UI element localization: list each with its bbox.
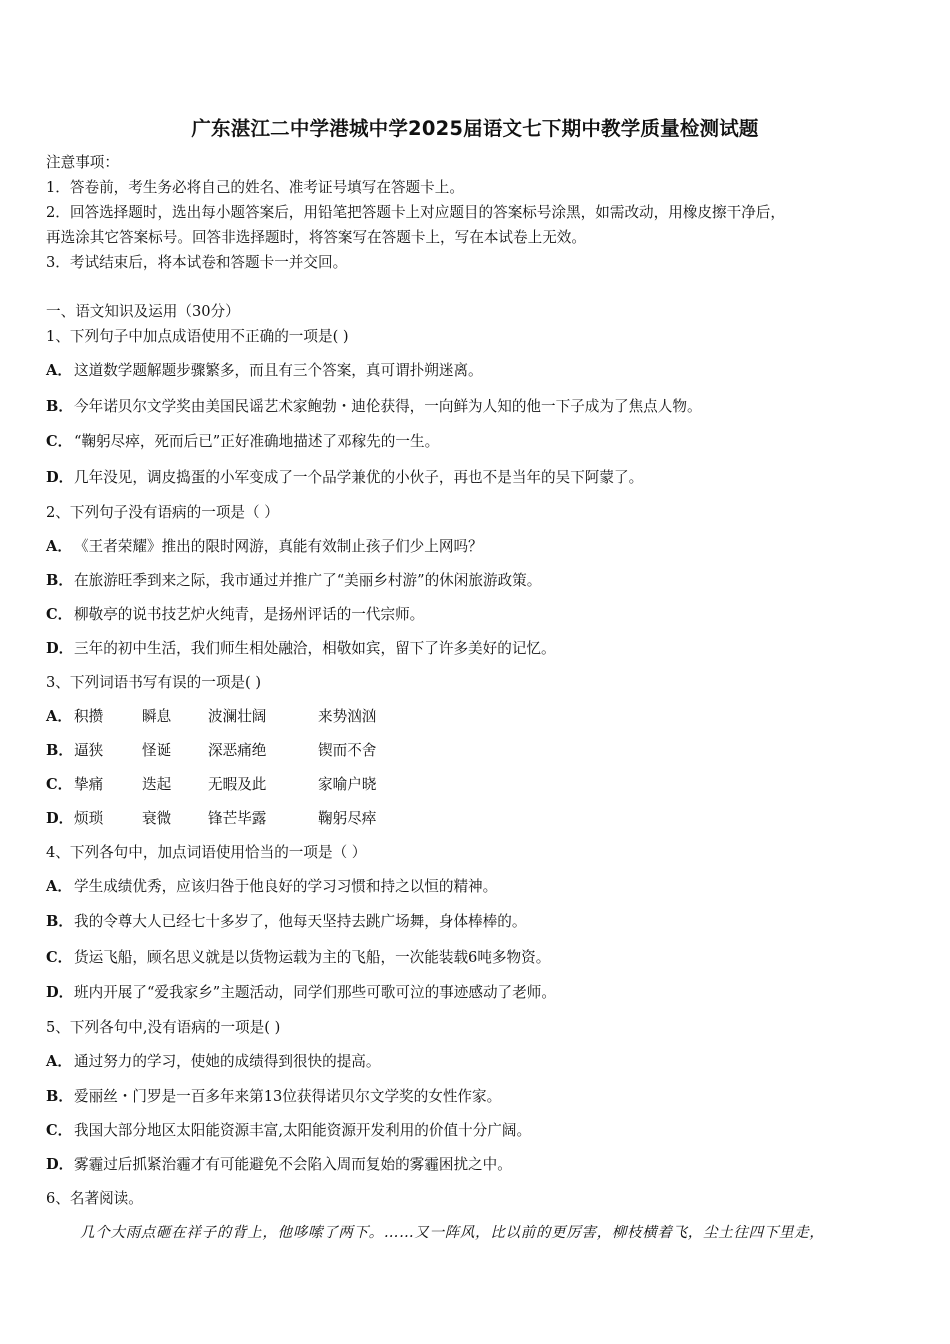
option-label: B． — [46, 398, 73, 415]
question-3-option-a — [46, 707, 408, 727]
option-text: “鞠躬尽瘁，死而后已”正好准确地描述了邓稼先的一生。 — [74, 433, 440, 450]
word: 鞠躬尽瘁 — [318, 810, 377, 827]
notice-item-1: 1．答卷前，考生务必将自己的姓名、准考证号填写在答题卡上。 — [46, 179, 464, 196]
word: 衰微 — [142, 810, 172, 827]
question-5-option-a — [46, 1052, 380, 1072]
word: 逼狭 — [74, 742, 104, 759]
question-1-stem-text: 1、下列句子中加点成语使用不正确的一项是( ) — [46, 328, 349, 345]
question-1-option-a — [46, 361, 483, 381]
question-2-option-a — [46, 537, 483, 557]
option-label: A． — [46, 538, 72, 555]
question-4-option-b — [46, 912, 526, 932]
option-text: 《王者荣耀》推出的限时网游，真能有效制止孩子们少上网吗？ — [74, 538, 483, 555]
word: 迭起 — [142, 776, 172, 793]
word: 瞬息 — [142, 708, 172, 725]
option-text: 通过努力的学习，使她的成绩得到很快的提高。 — [74, 1053, 381, 1070]
question-5-option-d — [46, 1155, 512, 1175]
question-1-option-c — [46, 432, 439, 452]
question-2-option-c — [46, 605, 424, 625]
question-2-stem: 2、下列句子没有语病的一项是（ ） — [46, 504, 279, 521]
question-3-option-c — [46, 775, 408, 795]
section-heading: 一、语文知识及运用（30分） — [46, 303, 240, 320]
question-2-option-d — [46, 639, 556, 659]
option-text: 我的令尊大人已经七十多岁了，他每天坚持去跳广场舞，身体棒棒的。 — [74, 913, 527, 930]
option-label: A． — [46, 362, 72, 379]
notice-heading: 注意事项： — [46, 154, 119, 171]
option-label: C． — [46, 433, 73, 450]
word: 来势汹汹 — [318, 708, 377, 725]
option-label: B． — [46, 742, 73, 759]
option-label: C． — [46, 776, 73, 793]
question-3-stem: 3、下列词语书写有误的一项是( ) — [46, 674, 262, 691]
word: 积攒 — [74, 708, 104, 725]
option-label: D． — [46, 1156, 74, 1173]
notice-item-2-line-1: 2．回答选择题时，选出每小题答案后，用铅笔把答题卡上对应题目的答案标号涂黑，如需改动，用橡皮擦干净后， — [46, 204, 785, 221]
option-text: 学生成绩优秀，应该归咎于他良好的学习习惯和持之以恒的精神。 — [74, 878, 498, 895]
question-3-option-d — [46, 809, 408, 829]
option-text: 雾霾过后抓紧治霾才有可能避免不会陷入周而复始的雾霾困扰之中。 — [74, 1156, 512, 1173]
option-text: 货运飞船，顾名思义就是以货物运载为主的飞船，一次能装载6吨多物资。 — [74, 949, 551, 966]
word: 怪诞 — [142, 742, 172, 759]
word: 无暇及此 — [208, 776, 267, 793]
option-text: 在旅游旺季到来之际，我市通过并推广了“美丽乡村游”的休闲旅游政策。 — [74, 572, 542, 589]
option-text: 班内开展了“爱我家乡”主题活动，同学们那些可歌可泣的事迹感动了老师。 — [74, 984, 556, 1001]
option-label: B． — [46, 1088, 73, 1105]
question-1-option-b — [46, 397, 702, 417]
option-label: D． — [46, 984, 74, 1001]
option-label: C． — [46, 1122, 73, 1139]
notice-item-2-line-2: 再选涂其它答案标号。回答非选择题时，将答案写在答题卡上，写在本试卷上无效。 — [46, 229, 586, 246]
option-text: 三年的初中生活，我们师生相处融洽，相敬如宾，留下了许多美好的记忆。 — [74, 640, 556, 657]
option-label: C． — [46, 949, 73, 966]
page-title: 广东湛江二中学港城中学2025届语文七下期中教学质量检测试题 — [191, 117, 759, 140]
question-5-stem: 5、下列各句中,没有语病的一项是( ) — [46, 1019, 281, 1036]
option-label: B． — [46, 913, 73, 930]
option-text: 爱丽丝・门罗是一百多年来第13位获得诺贝尔文学奖的女性作家。 — [74, 1088, 502, 1105]
question-5-option-c — [46, 1121, 531, 1141]
question-4-stem: 4、下列各句中，加点词语使用恰当的一项是（ ） — [46, 844, 367, 861]
word: 深恶痛绝 — [208, 742, 267, 759]
option-text: 这道数学题解题步骤繁多，而且有三个答案，真可谓扑朔迷离。 — [74, 362, 483, 379]
word: 锲而不舍 — [318, 742, 377, 759]
option-label: A． — [46, 708, 72, 725]
word: 烦琐 — [74, 810, 104, 827]
option-label: B． — [46, 572, 73, 589]
option-label: D． — [46, 640, 74, 657]
question-4-option-d — [46, 983, 556, 1003]
word: 挚痛 — [74, 776, 104, 793]
option-label: D． — [46, 469, 74, 486]
question-5-option-b — [46, 1087, 501, 1107]
question-6-stem: 6、名著阅读。 — [46, 1190, 143, 1207]
word: 波澜壮阔 — [208, 708, 267, 725]
option-label: D． — [46, 810, 74, 827]
question-1-option-d — [46, 468, 643, 488]
question-2-option-b — [46, 571, 541, 591]
question-4-option-a — [46, 877, 497, 897]
option-text: 几年没见，调皮捣蛋的小军变成了一个品学兼优的小伙子，再也不是当年的吴下阿蒙了。 — [74, 469, 644, 486]
reading-passage: 几个大雨点砸在祥子的背上，他哆嗦了两下。……又一阵风，比以前的更厉害，柳枝横着飞，尘土往四下里走， — [80, 1224, 825, 1241]
word: 锋芒毕露 — [208, 810, 267, 827]
word: 家喻户晓 — [318, 776, 377, 793]
option-text: 今年诺贝尔文学奖由美国民谣艺术家鲍勃・迪伦获得，一向鲜为人知的他一下子成为了焦点人物。 — [74, 398, 702, 415]
option-label: C． — [46, 606, 73, 623]
question-4-option-c — [46, 948, 550, 968]
option-label: A． — [46, 878, 72, 895]
option-text: 柳敬亭的说书技艺炉火纯青，是扬州评话的一代宗师。 — [74, 606, 425, 623]
option-text: 我国大部分地区太阳能资源丰富,太阳能资源开发利用的价值十分广阔。 — [74, 1122, 532, 1139]
option-label: A． — [46, 1053, 72, 1070]
notice-item-3: 3．考试结束后，将本试卷和答题卡一并交回。 — [46, 254, 348, 271]
question-1-stem — [46, 327, 349, 347]
question-3-option-b — [46, 741, 408, 761]
